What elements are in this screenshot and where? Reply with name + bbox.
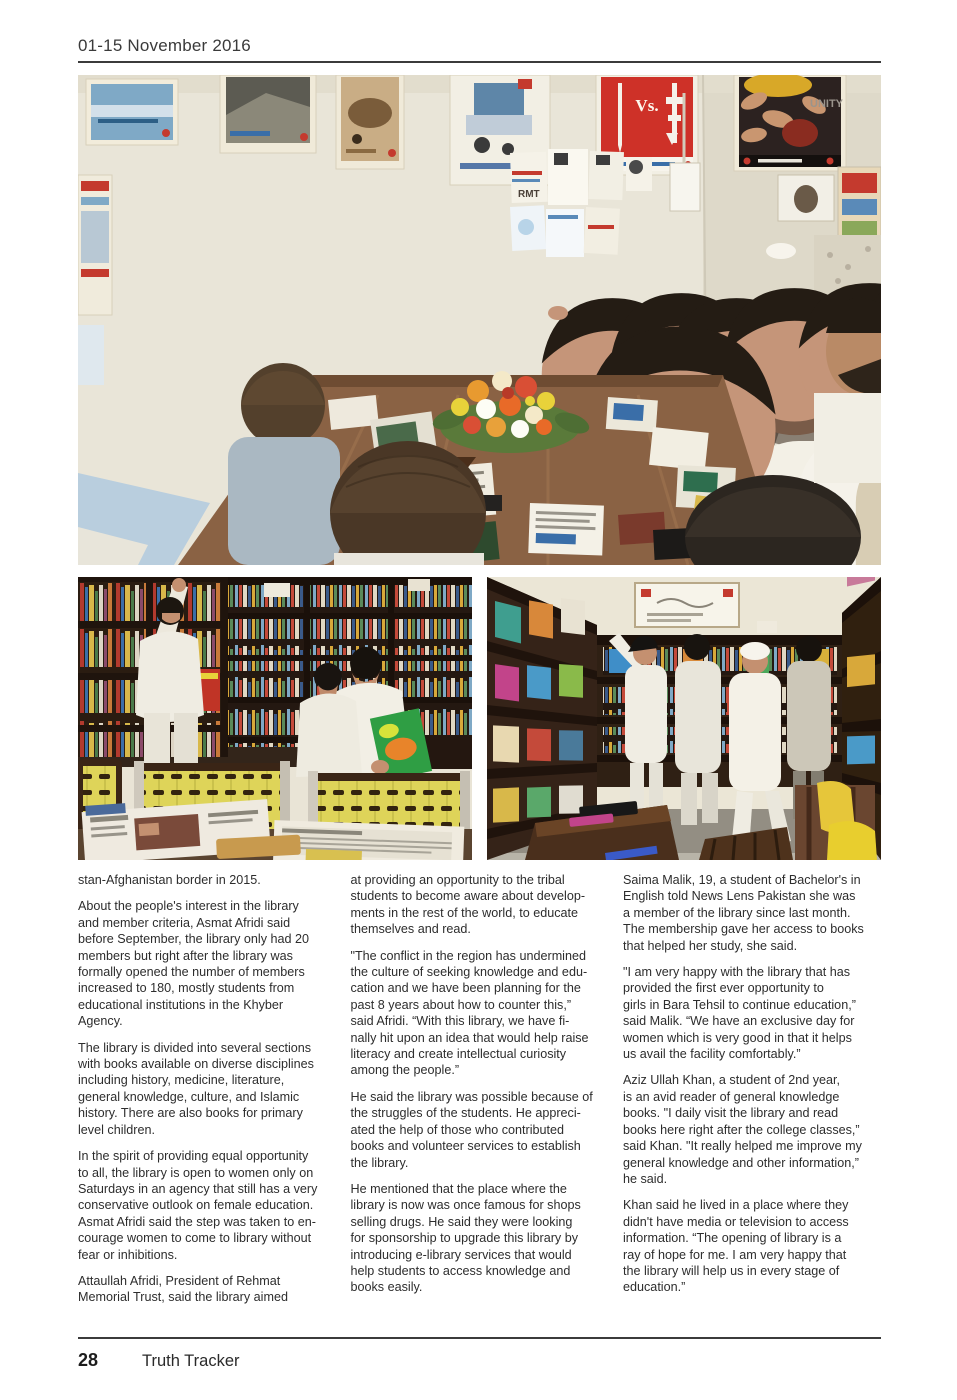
meeting-photo	[78, 75, 881, 565]
unity-poster-label: UNITY	[810, 98, 843, 110]
article-paragraph: stan-Afghanistan border in 2015.	[78, 873, 261, 887]
gesturing-hand	[548, 306, 568, 320]
article-column-3	[623, 872, 881, 1316]
poster-photo	[220, 75, 316, 153]
rmt-note-label: RMT	[518, 189, 540, 200]
right-chair	[795, 781, 877, 860]
article-column-1	[78, 872, 336, 1316]
library-photo-left	[78, 577, 472, 860]
vs-poster-label: Vs.	[635, 96, 659, 115]
article-paragraph: He said the library was possible because of the struggles of the students. He appreci- ated the help of those who contributed books and volunteer services to establish the library.	[350, 1089, 593, 1170]
article-paragraph: at providing an opportunity to the tribal students to become aware about develop- ments in the rest of the world, to educate themselves and read.	[350, 873, 586, 937]
article-paragraph: About the people's interest in the library and member criteria, Asmat Afridi said before September, the library only had 20 members but right after the library was formally opened the number of members increased to 180, mostly students from educational institutions in the Khyber Agency.	[78, 899, 310, 1029]
footer-rule	[78, 1337, 881, 1339]
library-photo-right	[487, 577, 881, 860]
article-paragraph: Attaullah Afridi, President of Rehmat Memorial Trust, said the library aimed	[78, 1273, 288, 1305]
article-paragraph: "I am very happy with the library that has provided the first ever opportunity to girls in Bara Tehsil to continue education,” said Malik. “We have an exclusive day for women which is very good in that it helps us avail the facility comfortably.”	[623, 965, 856, 1062]
shelf-label	[264, 583, 290, 597]
article-body	[78, 872, 881, 1316]
article-paragraph: The library is divided into several sections with books available on diverse disciplines including history, medicine, literature, general knowledge, culture, and Islamic history. There are also books for primary level children.	[78, 1040, 314, 1137]
header-rule	[78, 61, 881, 63]
article-paragraph: Saima Malik, 19, a student of Bachelor's in English told News Lens Pakistan she was a member of the library since last month. The membership gave her access to books that helped her study, she said.	[623, 873, 864, 953]
poster-unity	[734, 75, 846, 171]
page-number: 28	[78, 1350, 99, 1370]
article-column-2	[351, 872, 609, 1316]
article-paragraph: "The conflict in the region has undermined the culture of seeking knowledge and edu- cation and we have been planning for the past 8 years about how to counter this,” said Afridi. “With this library, we have fi- nally hit upon an idea that would help raise literacy and create intellectual curiosity among the people.”	[350, 948, 589, 1078]
publication-title: Truth Tracker	[142, 1352, 240, 1370]
poster-cartoon-tan	[336, 75, 404, 169]
framed-sign	[635, 583, 739, 627]
article-paragraph: Khan said he lived in a place where they didn't have media or television to access information. “The opening of library is a ray of hope for me. I am very happy that the library will help us in every stage of education.”	[623, 1198, 849, 1295]
issue-date: 01-15 November 2016	[78, 36, 251, 55]
article-paragraph: He mentioned that the place where the library is now was once famous for shops selling drugs. He said they were looking for sponsorship to upgrade this library by introducing e-library services that would help students to access knowledge and books easily.	[350, 1181, 581, 1295]
poster-sea	[86, 79, 178, 145]
article-paragraph: In the spirit of providing equal opportunity to all, the library is open to women only on Saturdays in an agency that still has a very conservative outlook on female education. Asmat Afridi said the step was taken to en- courage women to come to library without fear or inhibitions.	[78, 1149, 318, 1262]
article-paragraph: Aziz Ullah Khan, a student of 2nd year, is an avid reader of general knowledge books. "I daily visit the library and read books here right after the college classes,” said Khan. "It really helped me improve my general knowledge and other information,” he said.	[623, 1073, 862, 1186]
white-cap	[766, 243, 796, 259]
